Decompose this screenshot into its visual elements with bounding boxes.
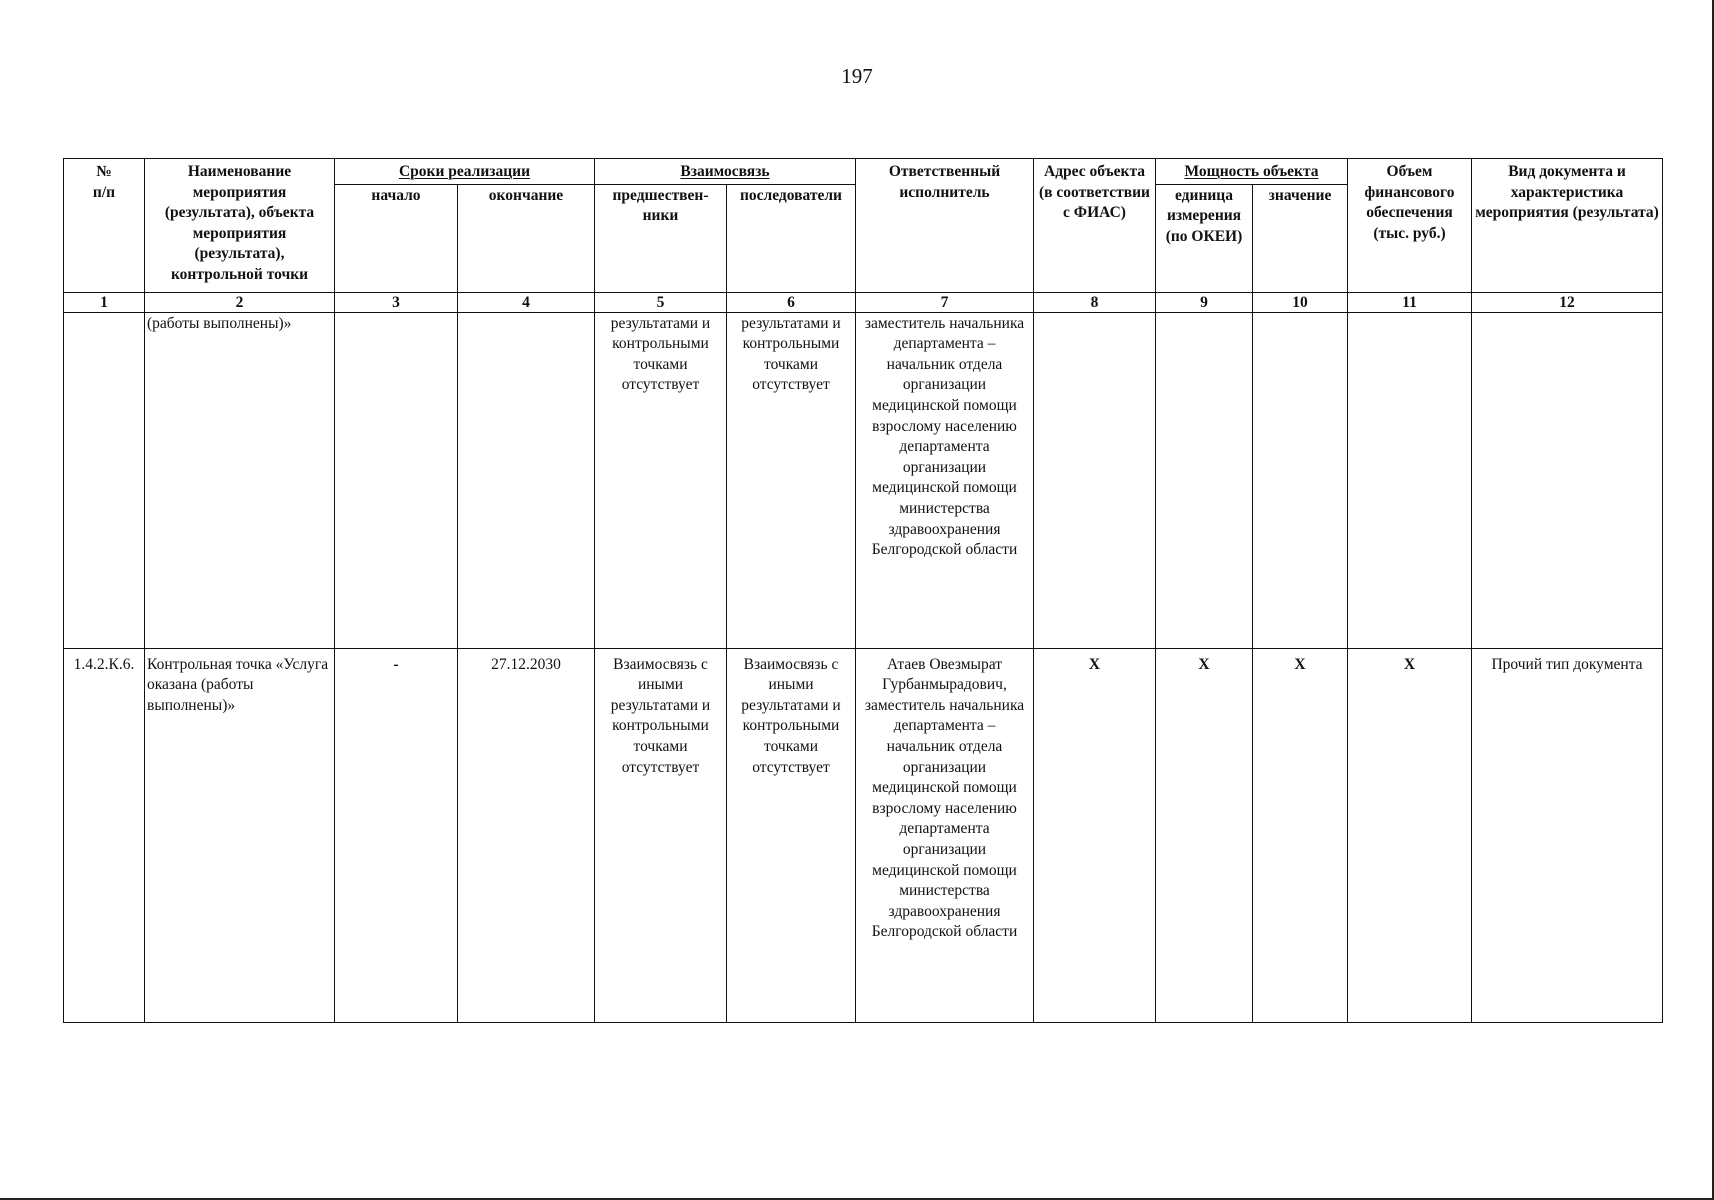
row-name-cell: (работы выполнены)» — [145, 312, 335, 648]
row-name-cell: Контрольная точка «Услуга оказана (работы выполнены)» — [145, 648, 335, 1022]
row-value-cell — [1253, 312, 1348, 648]
col-value-header: значение — [1253, 184, 1348, 292]
page-number: 197 — [841, 64, 873, 88]
table-row — [64, 312, 1663, 648]
row-address-cell: X — [1034, 648, 1156, 1022]
row-value-cell: X — [1253, 648, 1348, 1022]
table-row — [64, 648, 1663, 1022]
activity-table — [63, 158, 1663, 1023]
column-number: 10 — [1253, 292, 1348, 312]
col-finance-header: Объем финансового обеспечения (тыс. руб.) — [1348, 159, 1472, 293]
col-successors-header: последователи — [727, 184, 856, 292]
row-successors-cell: результатами и контрольными точками отсутствует — [727, 312, 856, 648]
col-name-header: Наименование мероприятия (результата), объекта мероприятия (результата), контрольной точки — [145, 159, 335, 293]
row-responsible-cell: Атаев Овезмырат Гурбанмырадович, заместитель начальника департамента – начальник отдела организации медицинской помощи взрослому населению департамента организации медицинской помощи министерства здравоохранения Белгородской области — [856, 648, 1034, 1022]
row-end-cell: 27.12.2030 — [458, 648, 595, 1022]
header-row-1 — [64, 159, 1663, 185]
row-document-cell: Прочий тип документа — [1472, 648, 1663, 1022]
column-number: 9 — [1156, 292, 1253, 312]
row-predecessors-cell: результатами и контрольными точками отсутствует — [595, 312, 727, 648]
row-start-cell: - — [335, 648, 458, 1022]
column-number: 2 — [145, 292, 335, 312]
column-number: 6 — [727, 292, 856, 312]
row-number-cell — [64, 312, 145, 648]
row-start-cell — [335, 312, 458, 648]
column-number: 4 — [458, 292, 595, 312]
row-address-cell — [1034, 312, 1156, 648]
row-unit-cell: X — [1156, 648, 1253, 1022]
row-finance-cell — [1348, 312, 1472, 648]
row-responsible-cell: заместитель начальника департамента – начальник отдела организации медицинской помощи взрослому населению департамента организации медицинской помощи министерства здравоохранения Белгородской области — [856, 312, 1034, 648]
col-document-header: Вид документа и характеристика мероприятия (результата) — [1472, 159, 1663, 293]
row-document-cell — [1472, 312, 1663, 648]
col-number-header: № п/п — [64, 159, 145, 293]
column-number: 8 — [1034, 292, 1156, 312]
row-unit-cell — [1156, 312, 1253, 648]
col-end-header: окончание — [458, 184, 595, 292]
column-number: 5 — [595, 292, 727, 312]
column-number: 7 — [856, 292, 1034, 312]
row-number-cell: 1.4.2.К.6. — [64, 648, 145, 1022]
link-group-header: Взаимосвязь — [595, 159, 856, 185]
column-number: 11 — [1348, 292, 1472, 312]
terms-group-header: Сроки реализации — [335, 159, 595, 185]
col-responsible-header: Ответственный исполнитель — [856, 159, 1034, 293]
col-start-header: начало — [335, 184, 458, 292]
column-number: 1 — [64, 292, 145, 312]
col-address-header: Адрес объекта (в соответствии с ФИАС) — [1034, 159, 1156, 293]
col-predecessors-header: предшествен-ники — [595, 184, 727, 292]
col-unit-header: единица измерения (по ОКЕИ) — [1156, 184, 1253, 292]
row-end-cell — [458, 312, 595, 648]
row-finance-cell: X — [1348, 648, 1472, 1022]
column-number: 12 — [1472, 292, 1663, 312]
row-successors-cell: Взаимосвязь с иными результатами и контрольными точками отсутствует — [727, 648, 856, 1022]
column-number: 3 — [335, 292, 458, 312]
row-predecessors-cell: Взаимосвязь с иными результатами и контрольными точками отсутствует — [595, 648, 727, 1022]
power-group-header: Мощность объекта — [1156, 159, 1348, 185]
column-number-row — [64, 292, 1663, 312]
